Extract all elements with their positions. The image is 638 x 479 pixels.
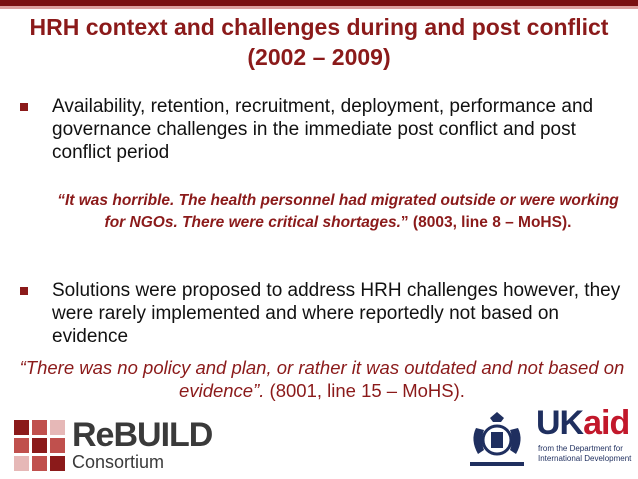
ukaid-logo bbox=[462, 400, 632, 476]
ukaid-subtitle: from the Department for International Development bbox=[538, 444, 632, 463]
top-accent-stripe bbox=[0, 6, 638, 9]
bullet-text: Availability, retention, recruitment, deployment, performance and governance challenges in the immediate post conflict and post conflict period bbox=[52, 96, 594, 163]
quote-citation: ” (8003, line 8 – MoHS). bbox=[400, 214, 572, 231]
quote-text: “There was no policy and plan, or rather it was outdated and not based on evidence”. bbox=[19, 357, 625, 401]
quote-block-2 bbox=[14, 356, 630, 402]
royal-crest-icon bbox=[462, 410, 532, 470]
square-bullet-icon bbox=[20, 103, 28, 111]
rebuild-subtitle: Consortium bbox=[72, 452, 165, 472]
quote-block-1 bbox=[56, 190, 620, 234]
bullet-item-1 bbox=[20, 95, 630, 164]
quote-citation: (8001, line 15 – MoHS). bbox=[264, 380, 465, 401]
rebuild-grid-icon bbox=[14, 420, 66, 472]
quote-text: “It was horrible. The health personnel had migrated outside or were working for NGOs. There were critical shortages. bbox=[57, 192, 619, 231]
square-bullet-icon bbox=[20, 287, 28, 295]
bullet-item-2 bbox=[20, 279, 630, 348]
ukaid-wordmark: UKaid bbox=[536, 404, 630, 442]
rebuild-logo bbox=[14, 416, 254, 474]
slide-title: HRH context and challenges during and post conflict (2002 – 2009) bbox=[29, 14, 609, 70]
bullet-text: Solutions were proposed to address HRH challenges however, they were rarely implemented and where reportedly not based on evidence bbox=[52, 280, 621, 347]
rebuild-wordmark: ReBUILD bbox=[72, 416, 213, 454]
